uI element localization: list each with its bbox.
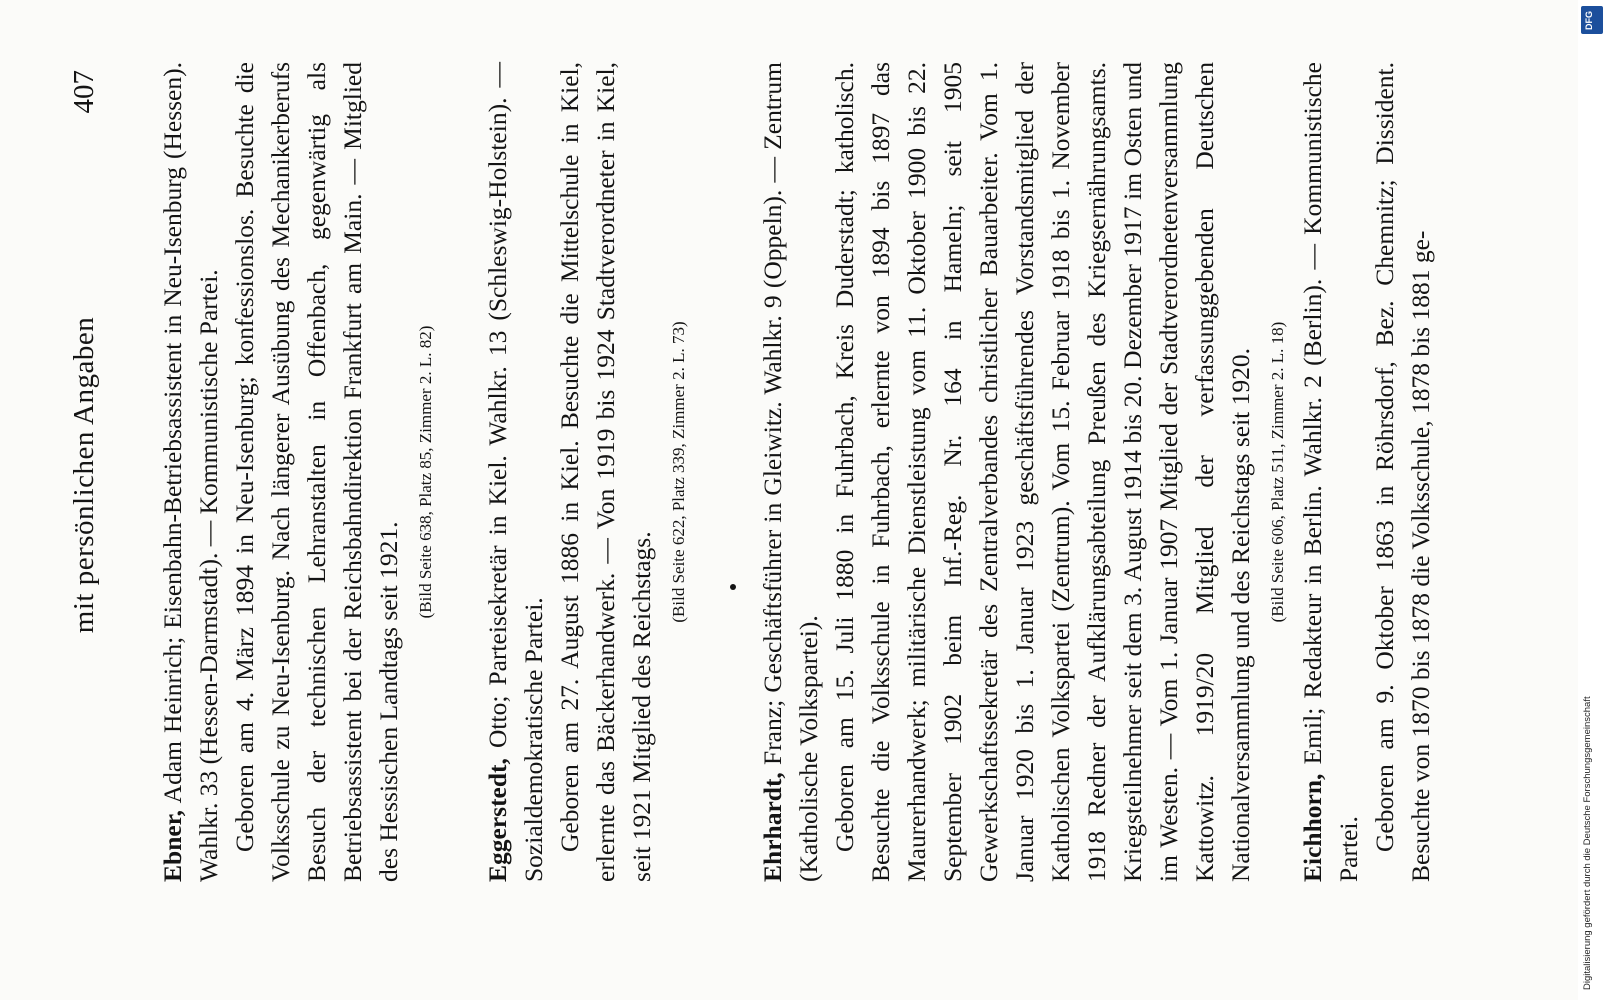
photo-caption: (Bild Seite 606, Platz 511, Zimmer 2. L. 18) xyxy=(1268,321,1287,623)
biography-entry-ebner xyxy=(155,62,439,882)
page-number: 407 xyxy=(68,70,100,114)
entry-heading xyxy=(155,62,227,882)
page-header xyxy=(68,70,108,880)
entry-heading xyxy=(480,62,552,882)
entry-body: Geboren am 9. Oktober 1863 in Röhrsdorf, Bez. Chemnitz; Dissident. Besuchte von 1870 bis 1878 die Volksschule, 1878 bis 1881 ge- xyxy=(1370,62,1435,882)
entry-intro: Emil; Redakteur in Berlin. Wahlkr. 2 (Berlin). — Kommunistische Partei. xyxy=(1298,62,1363,882)
biography-entry-eggerstedt xyxy=(480,62,692,882)
entry-name: Ehrhardt, xyxy=(758,772,787,882)
running-head: mit persönlichen Angaben xyxy=(68,316,100,634)
entry-heading xyxy=(755,62,827,882)
entry-name: Eggerstedt, xyxy=(483,758,512,882)
entry-body: Geboren am 27. August 1886 in Kiel. Besuchte die Mittelschule in Kiel, erlernte das Bäckerhandwerk. — Von 1919 bis 1924 Stadtverordneter in Kiel, seit 1921 Mitglied des Reichstags. xyxy=(555,62,656,882)
entry-body: Geboren am 4. März 1894 in Neu-Isenburg; konfessionslos. Besuchte die Volksschule zu Neu-Isenburg. Nach längerer Ausübung des Mechanikerberufs Besuch der technischen Lehranstalten in Offenbach, gegenwärtig als Betriebsassistent bei der Reichsbahndirektion Frankfurt am Main. — Mitglied des Hessischen Landtags seit 1921. xyxy=(230,62,403,882)
entry-heading xyxy=(1295,62,1367,882)
entry-intro: Franz; Geschäftsführer in Gleiwitz. Wahlkr. 9 (Oppeln). — Zentrum (Katholische Volkspartei). xyxy=(758,62,823,882)
biography-entry-eichhorn xyxy=(1295,62,1439,882)
entry-name: Eichhorn, xyxy=(1298,773,1327,882)
entry-name: Ebner, xyxy=(158,809,187,882)
entry-intro: Adam Heinrich; Eisenbahn-Betriebsassistent in Neu-Isenburg (Hessen). Wahlkr. 33 (Hessen-Darmstadt). — Kommunistische Partei. xyxy=(158,62,223,882)
entry-intro: Otto; Parteisekretär in Kiel. Wahlkr. 13 (Schleswig-Holstein). — Sozialdemokratische Partei. xyxy=(483,62,548,882)
entry-body: Geboren am 15. Juli 1880 in Fuhrbach, Kreis Duderstadt; katholisch. Besuchte die Volksschule in Fuhrbach, erlernte von 1894 bis 1897 das Maurerhandwerk; militärische Dienstleistung vom 11. Oktober 1900 bis 22. September 1902 beim Inf.-Reg. Nr. 164 in Hameln; seit 1905 Gewerkschaftssekretär des Zentralverbandes christlicher Bauarbeiter. Vom 1. Januar 1920 bis 1. Januar 1923 geschäftsführendes Vorstandsmitglied der Katholischen Volkspartei (Zentrum). Vom 15. Februar 1918 bis 1. November 1918 Redner der Aufklärungsabteilung Preußen des Kriegsernährungsamts. Kriegsteilnehmer seit dem 3. August 1914 bis 20. Dezember 1917 im Osten und im Westen. — Vom 1. Januar 1907 Mitglied der Stadtverordnetenversammlung Kattowitz. 1919/20 Mitglied der verfassunggebenden Deutschen Nationalversammlung und des Reichstags seit 1920. xyxy=(830,62,1255,882)
biography-entry-ehrhardt xyxy=(755,62,1291,882)
rotated-page xyxy=(20,40,1560,940)
ink-speck xyxy=(730,584,736,590)
digitization-credit: Digitalisierung gefördert durch die Deutsche Forschungsgemeinschaft xyxy=(1582,696,1593,990)
photo-caption: (Bild Seite 638, Platz 85, Zimmer 2. L. 82) xyxy=(416,325,435,619)
dfg-logo-icon xyxy=(1581,6,1603,34)
dfg-logo-text: DFG xyxy=(1584,11,1594,30)
digitization-credit-strip xyxy=(1578,0,1607,1000)
photo-caption: (Bild Seite 622, Platz 339, Zimmer 2. L. 73) xyxy=(669,321,688,623)
